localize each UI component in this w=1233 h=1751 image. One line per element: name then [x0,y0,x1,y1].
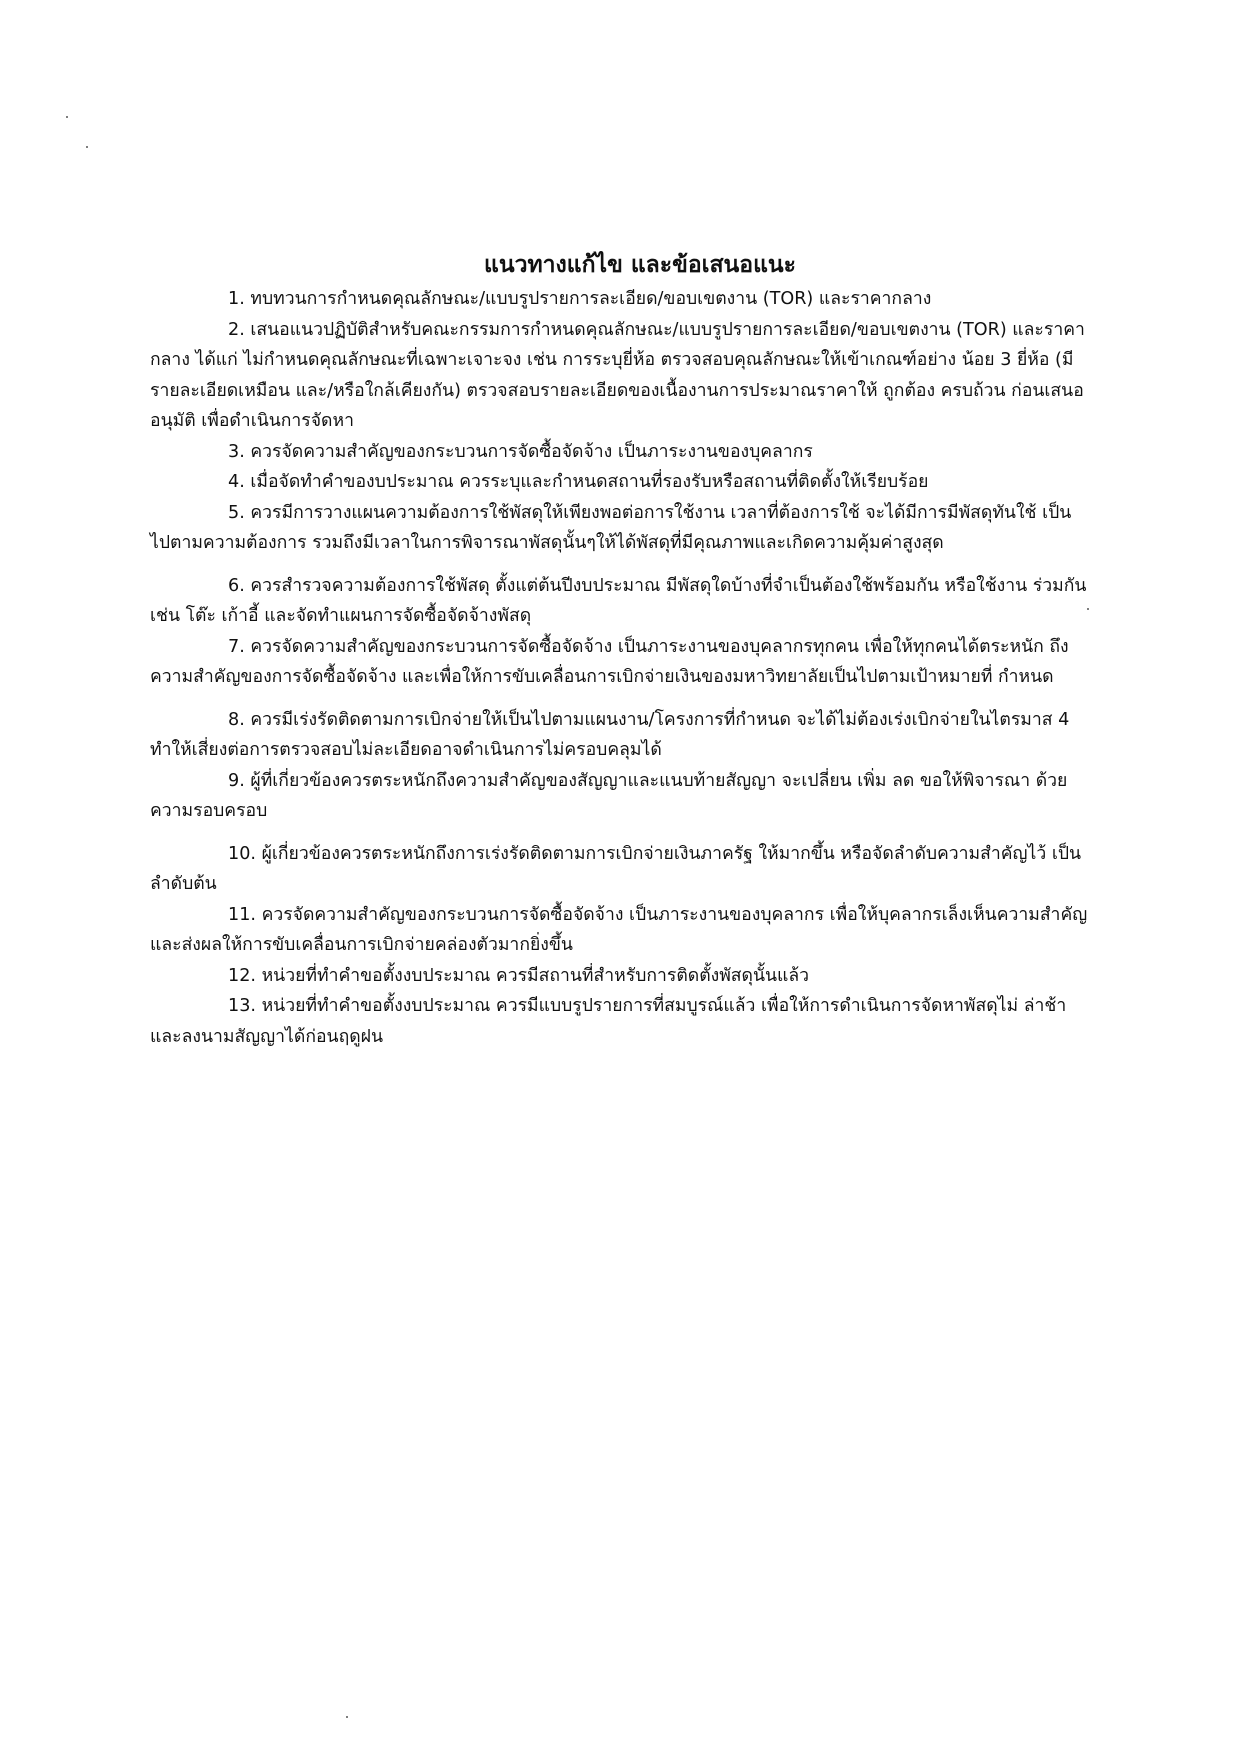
recommendation-item-9: 9. ผู้ที่เกี่ยวข้องควรตระหนักถึงความสำคัญของสัญญาและแนบท้ายสัญญา จะเปลี่ยน เพิ่ม ลด ขอให้พิจารณา ด้วยความรอบครอบ [150,770,1068,821]
recommendation-item-12: 12. หน่วยที่ทำคำขอตั้งงบประมาณ ควรมีสถานที่สำหรับการติดตั้งพัสดุนั้นแล้ว [228,965,810,986]
scan-speck [66,116,68,118]
document-body [150,248,1090,1052]
recommendation-item-4: 4. เมื่อจัดทำคำของบประมาณ ควรระบุและกำหนดสถานที่รองรับหรือสถานที่ติดตั้งให้เรียบร้อย [228,472,929,492]
document-title: แนวทางแก้ไข และข้อเสนอแนะ [484,252,796,278]
recommendation-item-11: 11. ควรจัดความสำคัญของกระบวนการจัดซื้อจัดจ้าง เป็นภาระงานของบุคลากร เพื่อให้บุคลากรเล็งเห็นความสำคัญ และส่งผลให้การขับเคลื่อนการเบิกจ่ายคล่องตัวมากยิ่งขึ้น [150,904,1088,955]
recommendation-item-5: 5. ควรมีการวางแผนความต้องการใช้พัสดุให้เพียงพอต่อการใช้งาน เวลาที่ต้องการใช้ จะได้มีการมีพัสดุทันใช้ เป็นไปตามความต้องการ รวมถึงมีเวลาในการพิจารณาพัสดุนั้นๆให้ได้พัสดุที่มีคุณภาพและเกิดความคุ้มค่าสูงสุด [150,502,1072,553]
recommendation-item-7: 7. ควรจัดความสำคัญของกระบวนการจัดซื้อจัดจ้าง เป็นภาระงานของบุคลากรทุกคน เพื่อให้ทุกคนได้ตระหนัก ถึงความสำคัญของการจัดซื้อจัดจ้าง และเพื่อให้การขับเคลื่อนการเบิกจ่ายเงินของมหาวิทยาลัยเป็นไปตามเป้าหมายที่ กำหนด [150,636,1069,687]
scan-speck [86,146,88,148]
recommendation-item-2: 2. เสนอแนวปฏิบัติสำหรับคณะกรรมการกำหนดคุณลักษณะ/แบบรูปรายการละเอียด/ขอบเขตงาน (TOR) และราคากลาง ได้แก่ ไม่กำหนดคุณลักษณะที่เฉพาะเจาะจง เช่น การระบุยี่ห้อ ตรวจสอบคุณลักษณะให้เข้าเกณฑ์อย่าง น้อย 3 ยี่ห้อ (มีรายละเอียดเหมือน และ/หรือใกล้เคียงกัน) ตรวจสอบรายละเอียดของเนื้องานการประมาณราคาให้ ถูกต้อง ครบถ้วน ก่อนเสนออนุมัติ เพื่อดำเนินการจัดหา [150,319,1085,431]
recommendation-item-10: 10. ผู้เกี่ยวข้องควรตระหนักถึงการเร่งรัดติดตามการเบิกจ่ายเงินภาครัฐ ให้มากขึ้น หรือจัดลำดับความสำคัญไว้ เป็นลำดับต้น [150,843,1082,894]
recommendation-item-8: 8. ควรมีเร่งรัดติดตามการเบิกจ่ายให้เป็นไปตามแผนงาน/โครงการที่กำหนด จะได้ไม่ต้องเร่งเบิกจ่ายในไตรมาส 4 ทำให้เสี่ยงต่อการตรวจสอบไม่ละเอียดอาจดำเนินการไม่ครอบคลุมได้ [150,709,1070,760]
scan-speck [346,1716,348,1718]
recommendation-item-3: 3. ควรจัดความสำคัญของกระบวนการจัดซื้อจัดจ้าง เป็นภาระงานของบุคลากร [228,441,813,462]
recommendation-item-13: 13. หน่วยที่ทำคำขอตั้งงบประมาณ ควรมีแบบรูปรายการที่สมบูรณ์แล้ว เพื่อให้การดำเนินการจัดหาพัสดุไม่ ล่าช้า และลงนามสัญญาได้ก่อนฤดูฝน [150,996,1067,1047]
recommendation-item-6: 6. ควรสำรวจความต้องการใช้พัสดุ ตั้งแต่ต้นปีงบประมาณ มีพัสดุใดบ้างที่จำเป็นต้องใช้พร้อมกัน หรือใช้งาน ร่วมกัน เช่น โต๊ะ เก้าอี้ และจัดทำแผนการจัดซื้อจัดจ้างพัสดุ [150,575,1087,626]
recommendation-item-1: 1. ทบทวนการกำหนดคุณลักษณะ/แบบรูปรายการละเอียด/ขอบเขตงาน (TOR) และราคากลาง [228,289,932,309]
